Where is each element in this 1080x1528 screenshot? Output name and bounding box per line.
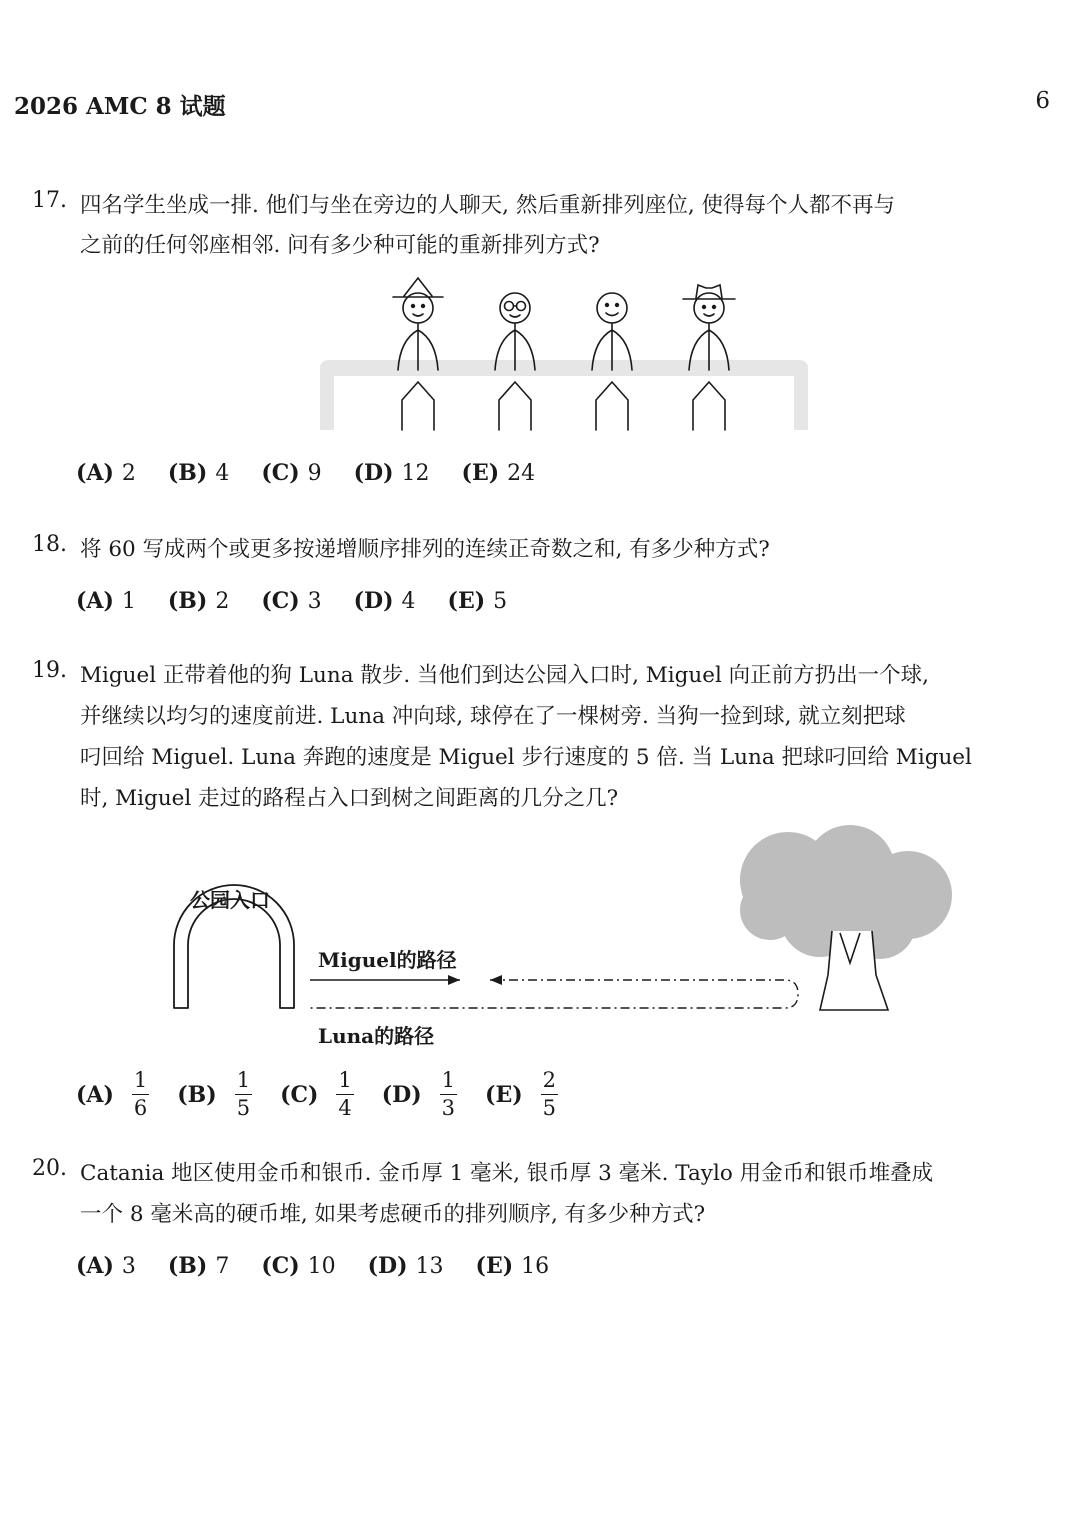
q18-choices (76, 588, 539, 614)
q18-number: 18. (32, 532, 67, 557)
fraction (235, 1070, 252, 1119)
choice-value: 9 (307, 460, 322, 486)
q19-choices (76, 1070, 586, 1119)
choice-letter: (A) (76, 460, 114, 486)
fraction (336, 1070, 353, 1119)
miguel-path-label: Miguel的路径 (318, 948, 457, 972)
q19-choice-b[interactable] (177, 1070, 252, 1119)
choice-letter: (E) (447, 588, 486, 614)
choice-value: 1 (121, 588, 136, 614)
q18-choice-a[interactable] (76, 588, 136, 614)
q19-choice-d[interactable] (382, 1070, 457, 1119)
choice-letter: (C) (261, 1253, 300, 1279)
choice-value: 4 (401, 588, 416, 614)
q19-text-line: 叼回给 Miguel. Luna 奔跑的速度是 Miguel 步行速度的 5 倍. 当 Luna 把球叼回给 Miguel (80, 745, 972, 770)
q17-choice-e[interactable] (462, 460, 536, 486)
q20-text-line: Catania 地区使用金币和银币. 金币厚 1 毫米, 银币厚 3 毫米. Taylo 用金币和银币堆叠成 (80, 1161, 934, 1186)
fraction-numerator: 1 (336, 1070, 353, 1095)
q17-choice-c[interactable] (261, 460, 321, 486)
fraction-numerator: 1 (440, 1070, 457, 1095)
choice-letter: (A) (76, 588, 114, 614)
q17-text-line: 之前的任何邻座相邻. 问有多少种可能的重新排列方式? (80, 233, 600, 258)
fraction-denominator: 4 (338, 1096, 352, 1120)
q19-text-line: Miguel 正带着他的狗 Luna 散步. 当他们到达公园入口时, Miguel 向正前方扔出一个球, (80, 663, 930, 688)
header-title: 2026 AMC 8 试题 (14, 93, 226, 120)
choice-letter: (B) (167, 588, 208, 614)
entrance-label: 公园入口 (190, 888, 270, 912)
choice-letter: (D) (367, 1253, 408, 1279)
choice-value: 12 (401, 460, 430, 486)
fraction-numerator: 2 (541, 1070, 558, 1095)
q18-choice-c[interactable] (261, 588, 321, 614)
choice-letter: (A) (76, 1253, 114, 1279)
choice-value: 10 (307, 1253, 336, 1279)
q17-text-line: 四名学生坐成一排. 他们与坐在旁边的人聊天, 然后重新排列座位, 使得每个人都不再与 (80, 193, 896, 218)
choice-letter: (E) (475, 1253, 514, 1279)
choice-value: 3 (121, 1253, 136, 1279)
q17-seated-students-figure (310, 270, 820, 440)
q18-text-line: 将 60 写成两个或更多按递增顺序排列的连续正奇数之和, 有多少种方式? (80, 537, 770, 562)
q20-choice-d[interactable] (368, 1253, 444, 1279)
choice-letter: (E) (461, 460, 500, 486)
fraction-denominator: 3 (441, 1096, 456, 1120)
choice-letter: (B) (177, 1081, 217, 1108)
choice-value: 5 (493, 588, 508, 614)
q20-text-line: 一个 8 毫米高的硬币堆, 如果考虑硬币的排列顺序, 有多少种方式? (80, 1202, 706, 1227)
q20-choice-c[interactable] (261, 1253, 335, 1279)
q19-text-line: 时, Miguel 走过的路程占入口到树之间距离的几分之几? (80, 786, 619, 811)
bench (320, 360, 808, 430)
choice-letter: (D) (353, 588, 394, 614)
choice-value: 24 (507, 460, 536, 486)
choice-value: 16 (521, 1253, 550, 1279)
q17-number: 17. (32, 188, 67, 213)
fraction (541, 1070, 558, 1119)
choice-value: 13 (415, 1253, 444, 1279)
choice-value: 4 (215, 460, 230, 486)
luna-path (310, 980, 798, 1008)
choice-letter: (B) (167, 1253, 208, 1279)
choice-letter: (B) (167, 460, 208, 486)
luna-path-label: Luna的路径 (318, 1024, 435, 1048)
student-pointed-hat (393, 278, 443, 430)
q19-number: 19. (32, 658, 67, 683)
choice-value: 7 (215, 1253, 230, 1279)
q18-choice-b[interactable] (168, 588, 229, 614)
choice-letter: (C) (261, 588, 300, 614)
choice-letter: (D) (353, 460, 394, 486)
q19-choice-c[interactable] (280, 1070, 354, 1119)
fraction-numerator: 1 (235, 1070, 252, 1095)
fraction (132, 1070, 149, 1119)
q20-choices (76, 1253, 581, 1279)
q20-number: 20. (32, 1156, 67, 1181)
q19-park-figure (160, 825, 970, 1060)
fraction-denominator: 5 (542, 1096, 557, 1120)
q17-choices (76, 460, 567, 486)
fraction-denominator: 6 (133, 1096, 148, 1120)
fraction-numerator: 1 (132, 1070, 149, 1095)
choice-value: 2 (215, 588, 230, 614)
q20-choice-e[interactable] (476, 1253, 550, 1279)
page-number: 6 (1035, 88, 1050, 114)
choice-letter: (C) (280, 1081, 319, 1108)
q18-choice-d[interactable] (354, 588, 416, 614)
q20-choice-a[interactable] (76, 1253, 136, 1279)
choice-value: 2 (121, 460, 136, 486)
choice-letter: (E) (485, 1081, 523, 1108)
student-brimmed-hat (683, 285, 735, 430)
q19-choice-e[interactable] (485, 1070, 558, 1119)
q17-choice-a[interactable] (76, 460, 136, 486)
q19-text-line: 并继续以均匀的速度前进. Luna 冲向球, 球停在了一棵树旁. 当狗一捡到球, 就立刻把球 (80, 704, 906, 729)
q17-choice-b[interactable] (168, 460, 229, 486)
choice-letter: (C) (261, 460, 300, 486)
q17-choice-d[interactable] (354, 460, 430, 486)
fraction (440, 1070, 457, 1119)
q18-choice-e[interactable] (448, 588, 508, 614)
q19-choice-a[interactable] (76, 1070, 149, 1119)
q20-choice-b[interactable] (168, 1253, 229, 1279)
choice-letter: (A) (76, 1081, 114, 1108)
fraction-denominator: 5 (236, 1096, 251, 1120)
choice-letter: (D) (381, 1081, 422, 1108)
choice-value: 3 (307, 588, 322, 614)
